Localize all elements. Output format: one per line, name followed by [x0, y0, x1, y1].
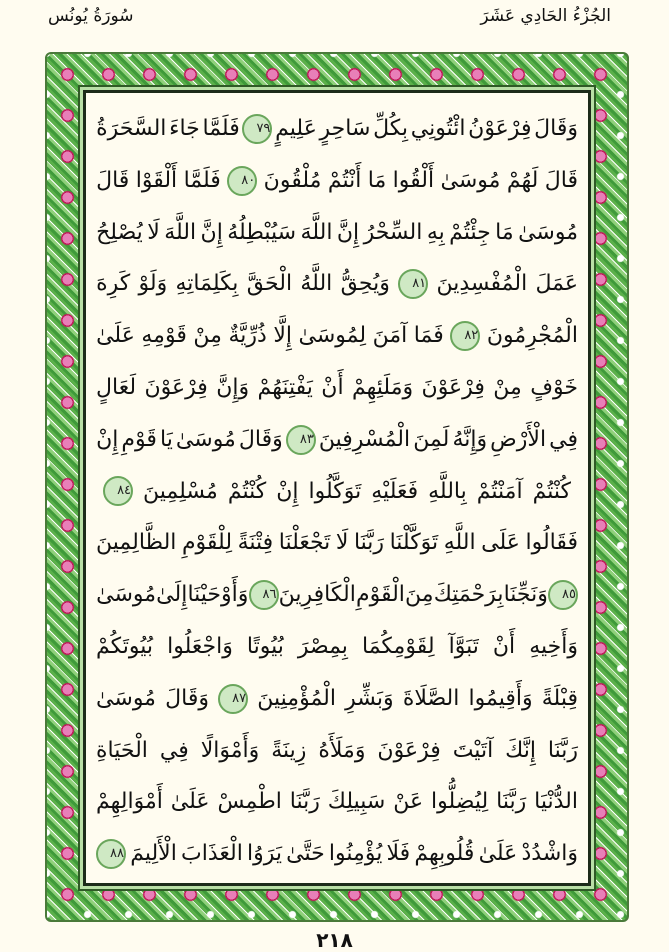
ayah-number-marker: ٨٣: [286, 425, 316, 455]
verse-word: وَمَلَأَهُ: [318, 737, 366, 763]
verse-word: زِينَةً: [271, 737, 307, 763]
verse-word: بِكَلِمَاتِهِ: [175, 271, 239, 297]
page-number: ٢١٨: [316, 928, 353, 952]
verse-word: أَلْقُوا: [392, 167, 435, 193]
ornamental-border: [45, 52, 629, 922]
verse-word: قَالَ: [96, 167, 130, 193]
verse-word: الْمُؤْمِنِينَ: [257, 685, 336, 711]
verse-word: لَا: [147, 219, 160, 245]
verse-line: [96, 414, 578, 466]
verse-word: الْأَلِيمَ: [130, 841, 177, 867]
verse-line: [96, 569, 578, 621]
ayah-number-marker: ٨٠: [227, 166, 257, 196]
verse-word: الْقَوْمِ: [355, 582, 405, 608]
verse-word: ائْتُونِي: [410, 116, 466, 141]
verse-word: وَيُحِقُّ: [340, 271, 390, 297]
verse-word: بِمِصْرَ: [297, 633, 348, 659]
verse-word: إِنْ: [96, 426, 119, 452]
verse-word: مُوسَىٰ: [96, 582, 157, 608]
verse-word: رَبَّنَا: [496, 789, 527, 815]
ayah-number-marker: ٨١: [398, 269, 428, 299]
verse-line: [96, 828, 578, 880]
verse-word: وَاجْعَلُوا: [167, 633, 233, 659]
verse-word: آمَنْتُمْ: [476, 478, 523, 504]
verse-word: مُسْلِمِينَ: [143, 478, 218, 504]
verse-word: يَرَوُا: [247, 841, 282, 867]
verse-line: [96, 155, 578, 207]
verse-word: قِبْلَةً: [541, 685, 578, 711]
verse-word: وَإِنَّ: [216, 374, 250, 400]
verse-word: الْمُسْرِفِينَ: [318, 426, 411, 452]
verse-word: أَلْقَوْا: [135, 167, 178, 193]
verse-word: يَفْتِنَهُمْ: [257, 374, 313, 400]
verse-word: عَلَىٰ: [170, 789, 210, 815]
verse-word: وَأَوْحَيْنَا: [187, 582, 249, 608]
verse-word: فَلَمَّا: [202, 116, 240, 141]
verse-word: سَبِيلِكَ: [327, 789, 386, 815]
verse-word: فِرْعَوْنَ: [421, 374, 485, 400]
verse-word: فَعَلَيْهِ: [371, 478, 419, 504]
verse-word: مُوسَىٰ: [175, 426, 236, 452]
verse-word: مُوسَىٰ: [96, 685, 156, 711]
verse-word: اللَّهَ: [300, 219, 333, 245]
verse-word: جِئْتُمْ: [449, 219, 491, 245]
verse-word: الْعَذَابَ: [181, 841, 243, 867]
verse-word: لِلْقَوْمِ: [181, 530, 233, 556]
verse-word: الْحَقَّ: [246, 271, 293, 297]
verse-word: عَلَى: [481, 530, 520, 556]
verse-word: فَلَا: [386, 841, 411, 867]
verse-word: قَوْمِ: [121, 426, 157, 452]
verse-word: كُنْتُمْ: [532, 478, 571, 504]
verse-word: أَمْوَالِهِمْ: [96, 789, 163, 815]
verse-word: وَلَوْ: [138, 271, 168, 297]
verse-word: وَاشْدُدْ: [521, 841, 578, 867]
verse-word: مُلْقُونَ: [263, 167, 322, 193]
verse-line: [96, 466, 578, 518]
verse-word: فِي: [159, 737, 189, 763]
verse-word: ذُرِّيَّةٌ: [228, 323, 267, 349]
verse-word: رَبَّنَا: [289, 789, 320, 815]
verse-word: تَبَوَّآ: [448, 633, 479, 659]
verse-word: السِّحْرُ: [363, 219, 423, 245]
verse-line: [96, 362, 578, 414]
verse-word: عَنْ: [393, 789, 424, 815]
juz-title: الجُزْءُ الحَادِي عَشَرَ: [480, 6, 611, 26]
verse-word: تَجْعَلْنَا: [278, 530, 331, 556]
verse-word: فَلَمَّا: [183, 167, 221, 193]
verse-word: خَوْفٍ: [530, 374, 578, 400]
ayah-number-marker: ٨٨: [96, 839, 126, 869]
verse-word: وَإِنَّهُ: [452, 426, 488, 452]
verse-word: بِهِ: [426, 219, 445, 245]
verse-word: إِنَّ: [336, 219, 360, 245]
verse-word: إِنَّكَ: [505, 737, 536, 763]
verse-word: لَا: [335, 530, 349, 556]
verse-word: أَنْ: [321, 374, 344, 400]
verse-line: [96, 207, 578, 259]
verse-word: وَنَجِّنَا: [503, 582, 548, 608]
verse-word: كَرِهَ: [96, 271, 131, 297]
verse-word: وَقَالَ: [238, 426, 283, 452]
verse-word: مَا: [495, 219, 514, 245]
surah-title: سُورَةُ يُونُس: [48, 6, 134, 26]
verse-word: وَأَمْوَالًا: [200, 737, 260, 763]
verse-line: [96, 621, 578, 673]
verse-word: مِنْ: [193, 323, 222, 349]
verse-word: جَاءَ: [169, 116, 200, 141]
verse-word: رَبَّنَا: [353, 530, 385, 556]
verse-word: قَوْمِهِ: [141, 323, 187, 349]
verse-word: وَمَلَئِهِمْ: [351, 374, 414, 400]
verse-word: الْكَافِرِينَ: [278, 582, 356, 608]
verse-line: [96, 517, 578, 569]
verse-word: تَوَكَّلْنَا: [389, 530, 439, 556]
verse-word: رَبَّنَا: [547, 737, 578, 763]
verse-word: الْحَيَاةِ: [96, 737, 148, 763]
verse-word: آمَنَ: [372, 323, 408, 349]
verse-word: قَالَ: [544, 167, 578, 193]
verse-word: إِلَّا: [273, 323, 292, 349]
ayah-number-marker: ٨٦: [249, 580, 279, 610]
verse-word: الصَّلَاةَ: [402, 685, 460, 711]
verse-lines: [96, 103, 578, 873]
ayah-number-marker: ٨٥: [548, 580, 578, 610]
verse-word: مُوسَىٰ: [440, 167, 501, 193]
verse-line: [96, 258, 578, 310]
verse-word: وَقَالَ: [165, 685, 209, 711]
verse-word: آتَيْتَ: [452, 737, 494, 763]
verse-word: عَلِيمٍ: [275, 116, 317, 141]
verse-word: فَقَالُوا: [525, 530, 578, 556]
verse-word: فِرْعَوْنَ: [144, 374, 208, 400]
verse-word: فِرْعَوْنُ: [468, 116, 532, 141]
verse-word: لِمُوسَىٰ: [298, 323, 367, 349]
ayah-number-marker: ٨٤: [103, 476, 133, 506]
verse-word: يُصْلِحُ: [96, 219, 143, 245]
verse-word: بُيُوتَكُمْ: [96, 633, 154, 659]
verse-word: السَّحَرَةُ: [96, 116, 167, 141]
verse-word: قُلُوبِهِمْ: [414, 841, 475, 867]
verse-word: لِقَوْمِكُمَا: [361, 633, 435, 659]
verse-word: فِتْنَةً: [237, 530, 274, 556]
text-frame: [83, 90, 591, 886]
verse-word: فِي: [549, 426, 578, 452]
verse-word: فَمَا: [413, 323, 444, 349]
verse-word: عَلَىٰ: [96, 323, 135, 349]
verse-word: إِنْ: [276, 478, 299, 504]
verse-line: [96, 725, 578, 777]
verse-line: [96, 776, 578, 828]
verse-word: الدُّنْيَا: [534, 789, 578, 815]
verse-word: إِنَّ: [200, 219, 223, 245]
verse-word: كُنْتُمْ: [227, 478, 267, 504]
verse-word: لَهُمْ: [506, 167, 539, 193]
verse-word: وَأَخِيهِ: [529, 633, 578, 659]
verse-word: اللَّهِ: [443, 530, 476, 556]
verse-word: الْمُفْسِدِينَ: [436, 271, 528, 297]
verse-word: لَمِنَ: [413, 426, 450, 452]
verse-word: بِاللَّهِ: [428, 478, 467, 504]
verse-word: اللَّهَ: [164, 219, 197, 245]
verse-line: [96, 673, 578, 725]
ayah-number-marker: ٨٧: [218, 684, 248, 714]
verse-word: اطْمِسْ: [217, 789, 282, 815]
verse-word: لَعَالٍ: [96, 374, 137, 400]
verse-word: حَتَّىٰ: [286, 841, 325, 867]
verse-word: يُؤْمِنُوا: [328, 841, 383, 867]
verse-word: مُوسَىٰ: [518, 219, 578, 245]
verse-word: تَوَكَّلُوا: [308, 478, 362, 504]
verse-word: أَنْتُمْ: [327, 167, 362, 193]
verse-word: وَقَالَ: [534, 116, 578, 141]
ayah-number-marker: ٧٩: [242, 114, 272, 144]
ayah-number-marker: ٨٢: [450, 321, 480, 351]
verse-word: سَاحِرٍ: [319, 116, 371, 141]
verse-word: وَأَقِيمُوا: [468, 685, 533, 711]
verse-word: مِنْ: [493, 374, 522, 400]
verse-word: بِرَحْمَتِكَ: [433, 582, 504, 608]
verse-word: عَمَلَ: [535, 271, 578, 297]
verse-word: أَنْ: [492, 633, 516, 659]
verse-word: بُيُوتًا: [246, 633, 284, 659]
verse-word: فِرْعَوْنَ: [377, 737, 441, 763]
verse-word: الْأَرْضِ: [490, 426, 547, 452]
verse-word: الظَّالِمِينَ: [96, 530, 177, 556]
verse-word: سَيُبْطِلُهُ: [227, 219, 297, 245]
verse-line: [96, 310, 578, 362]
verse-word: مِنَ: [405, 582, 434, 608]
verse-word: الْمُجْرِمُونَ: [486, 323, 578, 349]
verse-word: اللَّهُ: [300, 271, 333, 297]
verse-word: إِلَىٰ: [156, 582, 188, 608]
verse-word: مَا: [367, 167, 387, 193]
verse-word: عَلَىٰ: [478, 841, 518, 867]
verse-word: بِكُلِّ: [373, 116, 409, 141]
verse-word: لِيُضِلُّوا: [431, 789, 489, 815]
verse-word: يَا: [160, 426, 173, 452]
verse-line: [96, 103, 578, 155]
verse-word: وَبَشِّرِ: [345, 685, 394, 711]
